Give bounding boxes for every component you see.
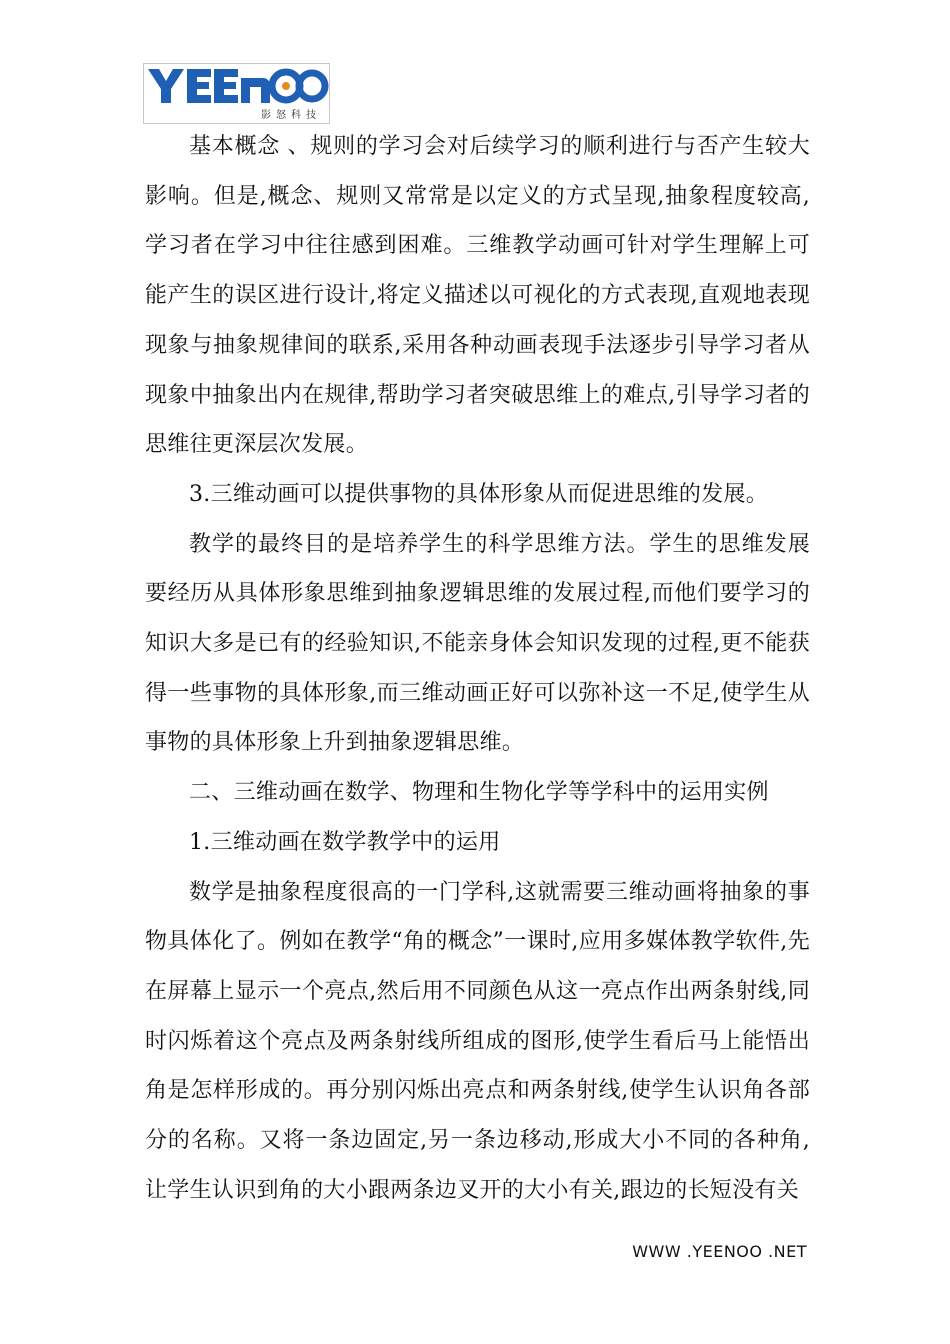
company-logo xyxy=(143,63,330,124)
paragraph-concepts: 基本概念 、规则的学习会对后续学习的顺利进行与否产生较大影响。但是,概念、规则又常常是以定义的方式呈现,抽象程度较高,学习者在学习中往往感到困难。三维教学动画可针对学生理解上可能产生的误区进行设计,将定义描述以可视化的方式表现,直观地表现现象与抽象规律间的联系,采用各种动画表现手法逐步引导学习者从现象中抽象出内在规律,帮助学习者突破思维上的难点,引导学习者的思维往更深层次发展。 xyxy=(145,134,810,458)
yeenoo-logo-icon xyxy=(144,64,329,123)
paragraph-teaching-goal: 教学的最终目的是培养学生的科学思维方法。学生的思维发展要经历从具体形象思维到抽象逻辑思维的发展过程,而他们要学习的知识大多是已有的经验知识,不能亲身体会知识发现的过程,更不能获得一些事物的具体形象,而三维动画正好可以弥补这一不足,使学生从事物的具体形象上升到抽象逻辑思维。 xyxy=(145,531,810,756)
subheading-math: 1.三维动画在数学教学中的运用 xyxy=(189,829,501,855)
document-body xyxy=(145,122,810,1215)
paragraph-math-example: 数学是抽象程度很高的一门学科,这就需要三维动画将抽象的事物具体化了。例如在教学“角的概念”一课时,应用多媒体教学软件,先在屏幕上显示一个亮点,然后用不同颜色从这一亮点作出两条射线,同时闪烁着这个亮点及两条射线所组成的图形,使学生看后马上能悟出角是怎样形成的。再分别闪烁出亮点和两条射线,使学生认识角各部分的名称。又将一条边固定,另一条边移动,形成大小不同的各种角,让学生认识到角的大小跟两条边叉开的大小有关,跟边的长短没有关 xyxy=(145,879,810,1203)
footer-url: WWW .YEENOO .NET xyxy=(632,1242,807,1261)
logo-subtitle: 影怒科技 xyxy=(261,110,321,121)
heading-3d-animation-thinking: 3.三维动画可以提供事物的具体形象从而促进思维的发展。 xyxy=(189,481,769,507)
section-heading-examples: 二、三维动画在数学、物理和生物化学等学科中的运用实例 xyxy=(189,780,769,806)
